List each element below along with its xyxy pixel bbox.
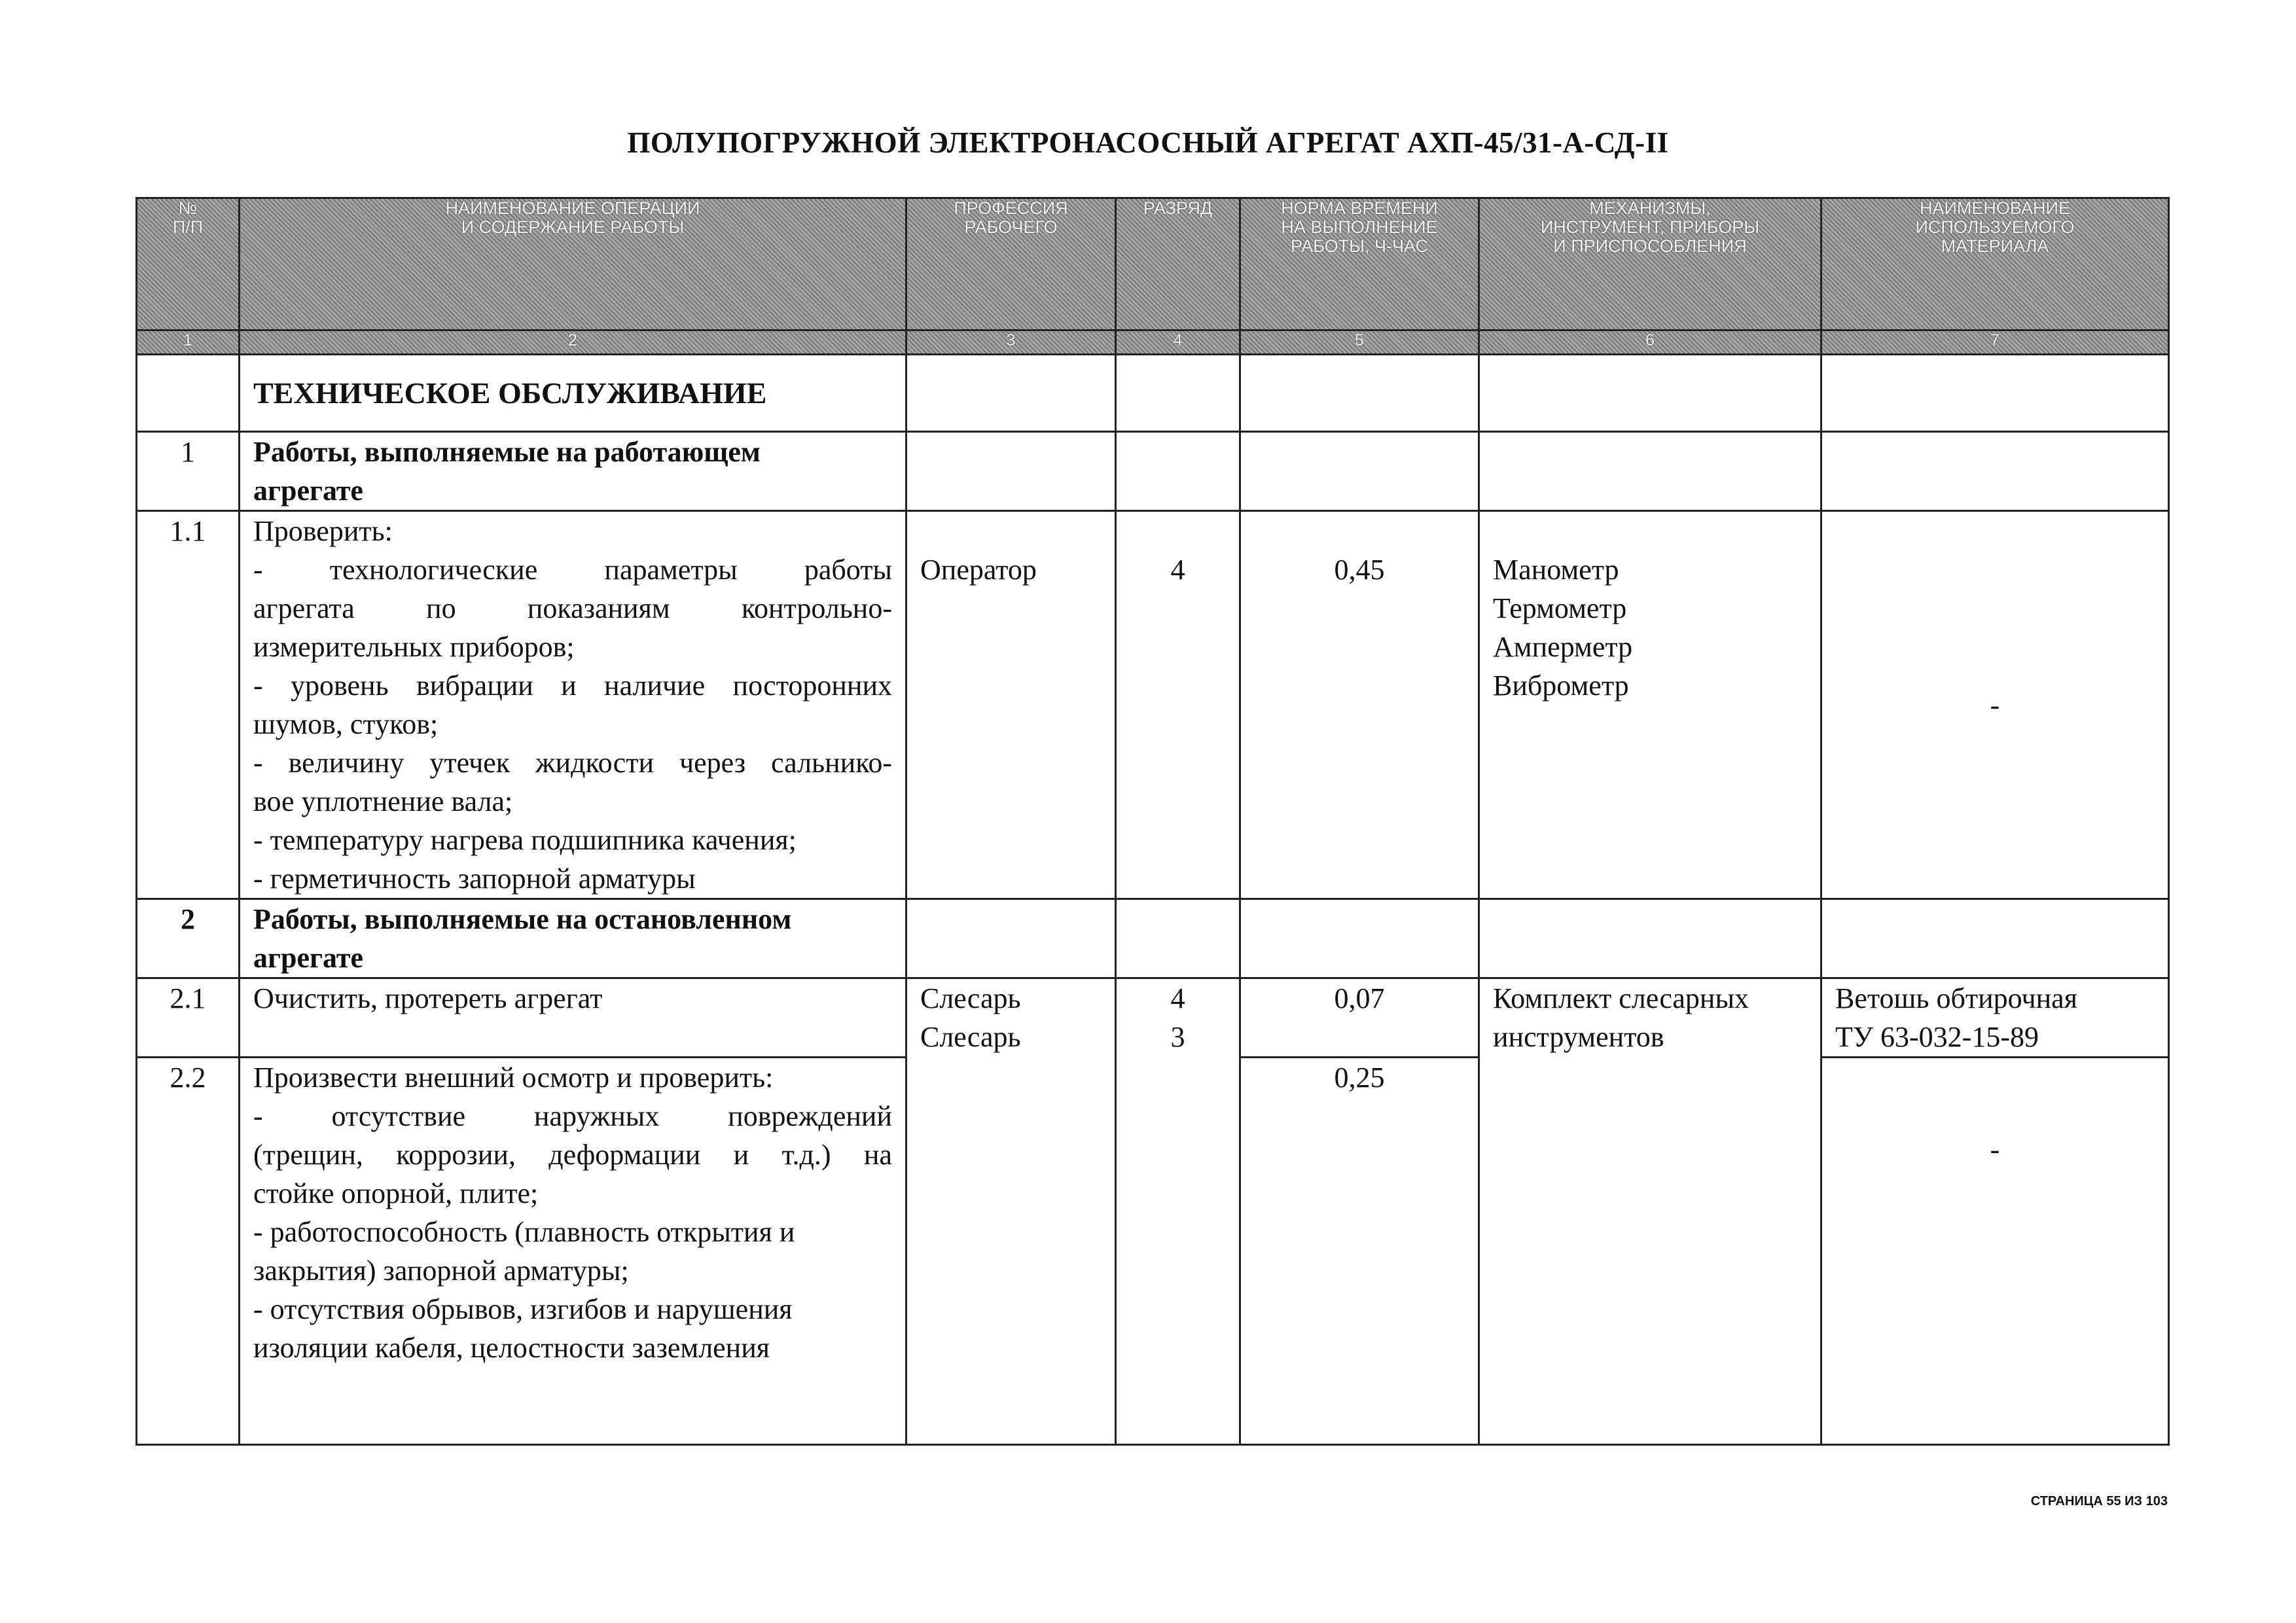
column-number: 1 bbox=[137, 330, 240, 355]
time-norm: 0,45 bbox=[1240, 511, 1479, 899]
section-title: ТЕХНИЧЕСКОЕ ОБСЛУЖИВАНИЕ bbox=[240, 355, 906, 432]
column-number-row bbox=[137, 330, 2169, 355]
tools-list: Комплект слесарных инструментов bbox=[1479, 978, 1821, 1445]
group-row-2 bbox=[137, 899, 2169, 978]
tools-list: Манометр Термометр Амперметр Виброметр bbox=[1479, 511, 1821, 899]
section-row bbox=[137, 355, 2169, 432]
material: - bbox=[1821, 1058, 2169, 1445]
header-col-3: ПРОФЕССИЯ РАБОЧЕГО bbox=[906, 198, 1116, 330]
row-number: 1 bbox=[137, 432, 240, 511]
header-col-6: МЕХАНИЗМЫ, ИНСТРУМЕНТ, ПРИБОРЫ И ПРИСПОСОБЛЕНИЯ bbox=[1479, 198, 1821, 330]
time-norm: 0,25 bbox=[1240, 1058, 1479, 1445]
column-number: 3 bbox=[906, 330, 1116, 355]
grade-list: 4 3 bbox=[1116, 978, 1240, 1445]
column-number: 4 bbox=[1116, 330, 1240, 355]
column-number: 5 bbox=[1240, 330, 1479, 355]
column-number: 7 bbox=[1821, 330, 2169, 355]
header-col-5: НОРМА ВРЕМЕНИ НА ВЫПОЛНЕНИЕ РАБОТЫ, Ч-ЧАС bbox=[1240, 198, 1479, 330]
row-number: 1.1 bbox=[137, 511, 240, 899]
document-title: ПОЛУПОГРУЖНОЙ ЭЛЕКТРОНАСОСНЫЙ АГРЕГАТ АХП-45/31-А-СД-II bbox=[627, 126, 1669, 159]
material: - bbox=[1821, 511, 2169, 899]
table-row-1-1 bbox=[137, 511, 2169, 899]
group-row-1 bbox=[137, 432, 2169, 511]
column-number: 2 bbox=[240, 330, 906, 355]
group-title: Работы, выполняемые на работающем агрегате bbox=[240, 432, 906, 511]
profession-list: Слесарь Слесарь bbox=[906, 978, 1116, 1445]
operation-content: Произвести внешний осмотр и проверить: - отсутствие наружных повреждений (трещин, коррозии, деформации и т.д.) на стойке опорной, плите; - работоспособность (плавность открытия и закрытия) запорной арматуры; - отсутствия обрывов, изгибов и нарушения изоляции кабеля, целостности заземления bbox=[240, 1058, 906, 1445]
profession: Оператор bbox=[906, 511, 1116, 899]
row-number: 2 bbox=[137, 899, 240, 978]
grade: 4 bbox=[1116, 511, 1240, 899]
header-col-7: НАИМЕНОВАНИЕ ИСПОЛЬЗУЕМОГО МАТЕРИАЛА bbox=[1821, 198, 2169, 330]
header-col-4: РАЗРЯД bbox=[1116, 198, 1240, 330]
header-row bbox=[137, 198, 2169, 330]
header-col-2: НАИМЕНОВАНИЕ ОПЕРАЦИИ И СОДЕРЖАНИЕ РАБОТЫ bbox=[240, 198, 906, 330]
operations-table bbox=[135, 197, 2170, 1446]
header-col-1: № П/П bbox=[137, 198, 240, 330]
group-title: Работы, выполняемые на остановленном агрегате bbox=[240, 899, 906, 978]
time-norm: 0,07 bbox=[1240, 978, 1479, 1058]
page-number: СТРАНИЦА 55 ИЗ 103 bbox=[2030, 1494, 2168, 1508]
row-number: 2.2 bbox=[137, 1058, 240, 1445]
table-row-2-1 bbox=[137, 978, 2169, 1058]
row-number: 2.1 bbox=[137, 978, 240, 1058]
operation-content: Проверить: - технологические параметры работы агрегата по показаниям контрольно- измерительных приборов; - уровень вибрации и наличие посторонних шумов, стуков; - величину утечек жидкости через сальнико- вое уплотнение вала; - температуру нагрева подшипника качения; - герметичность запорной арматуры bbox=[240, 511, 906, 899]
material: Ветошь обтирочная ТУ 63-032-15-89 bbox=[1821, 978, 2169, 1058]
column-number: 6 bbox=[1479, 330, 1821, 355]
operation-content: Очистить, протереть агрегат bbox=[240, 978, 906, 1058]
